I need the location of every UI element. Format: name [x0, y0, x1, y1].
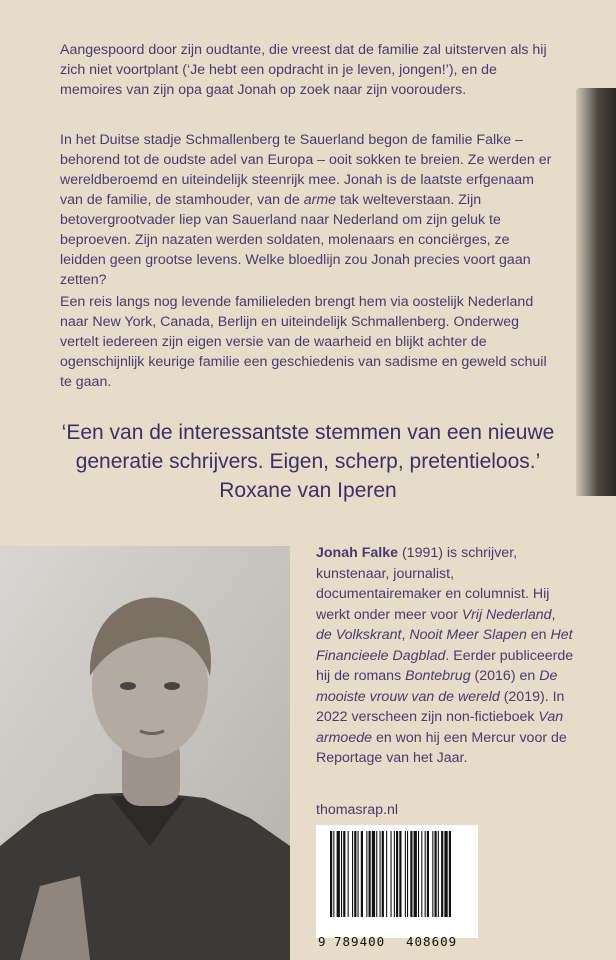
blurb-paragraph-2-text-a: In het Duitse stadje Schmallenberg te Sauerland begon de familie Falke – behorend tot de oudste adel van Europa – ooit sokken te breien. Ze werden er wereldberoemd en uiteindelijk steenrijk mee. Jonah is de laatste erfgenaam van de familie, de stamhouder, van de	[60, 132, 552, 208]
bio-text: en	[526, 627, 551, 643]
isbn-barcode	[316, 825, 478, 949]
isbn-lead-digit: 9	[318, 934, 327, 949]
author-name: Jonah Falke	[316, 545, 399, 561]
blurb-paragraph-3: Een reis langs nog levende familieleden brengt hem via oostelijk Nederland naar New York, Canada, Berlijn en uiteindelijk Schmallenberg. Onderweg vertelt iedereen zijn eigen versie van de waarheid en blijkt achter de ogenschijnlijk keurige familie een geschiedenis van sadisme en geweld schuil te gaan.	[60, 294, 547, 390]
blurb-emphasis-arme: arme	[303, 192, 337, 208]
isbn-group-2: 408609	[406, 934, 458, 949]
author-portrait-illustration	[0, 546, 290, 960]
endorsement-quote	[20, 418, 596, 505]
bio-title-van-armoede: Van armoede	[316, 709, 564, 746]
bio-title-vrij-nederland: Vrij Nederland	[461, 606, 552, 623]
bio-text: ,	[401, 627, 410, 643]
blurb-paragraph-2-text-b: tak welteverstaan. Zijn betovergrootvader liep van Sauerland naar Nederland om zijn geluk te beproeven. Zijn nazaten werden soldaten, molenaars en conciërges, ze leidden geen grootse levens. Welke bloedlijn zou Jonah precies voort gaan zetten?	[60, 192, 531, 288]
bio-text: (1991) is schrijver, kunstenaar, journalist, documentairemaker en columnist. Hij werkt onder meer voor	[316, 545, 550, 623]
bio-title-bontebrug: Bontebrug	[405, 668, 471, 684]
blurb-paragraph-2	[60, 130, 556, 290]
bio-text: en won hij een Mercur voor de Reportage van het Jaar.	[316, 729, 567, 766]
blurb-paragraph-1: Aangespoord door zijn oudtante, die vreest dat de familie zal uitsterven als hij zich niet voortplant (‘Je hebt een opdracht in je leven, jongen!’), en de memoires van zijn opa gaat Jonah op zoek naar zijn voorouders.	[60, 42, 547, 98]
bio-title-volkskrant: de Volkskrant	[316, 627, 402, 643]
bio-title-mooiste-vrouw: De mooiste vrouw van de wereld	[316, 668, 558, 705]
isbn-group-1: 789400	[334, 934, 386, 949]
bio-title-fd: Het Financieele Dagblad	[316, 627, 573, 664]
bio-title-nooit-meer-slapen: Nooit Meer Slapen	[409, 627, 527, 643]
author-bio	[316, 543, 574, 769]
bio-text: (2019). In 2022 verscheen zijn non-fictieboek	[316, 688, 565, 725]
publisher-url: thomasrap.nl	[316, 802, 399, 818]
author-photo	[0, 546, 290, 960]
bio-text: ,	[551, 606, 556, 623]
barcode-bars	[316, 825, 478, 920]
quote-author: Roxane van Iperen	[219, 479, 397, 502]
bio-text: (2016) en	[470, 668, 540, 684]
quote-text: ‘Een van de interessantste stemmen van een nieuwe generatie schrijvers. Eigen, scherp, pretentieloos.’	[61, 421, 555, 473]
bio-text: . Eerder publiceerde hij de romans	[316, 647, 574, 684]
